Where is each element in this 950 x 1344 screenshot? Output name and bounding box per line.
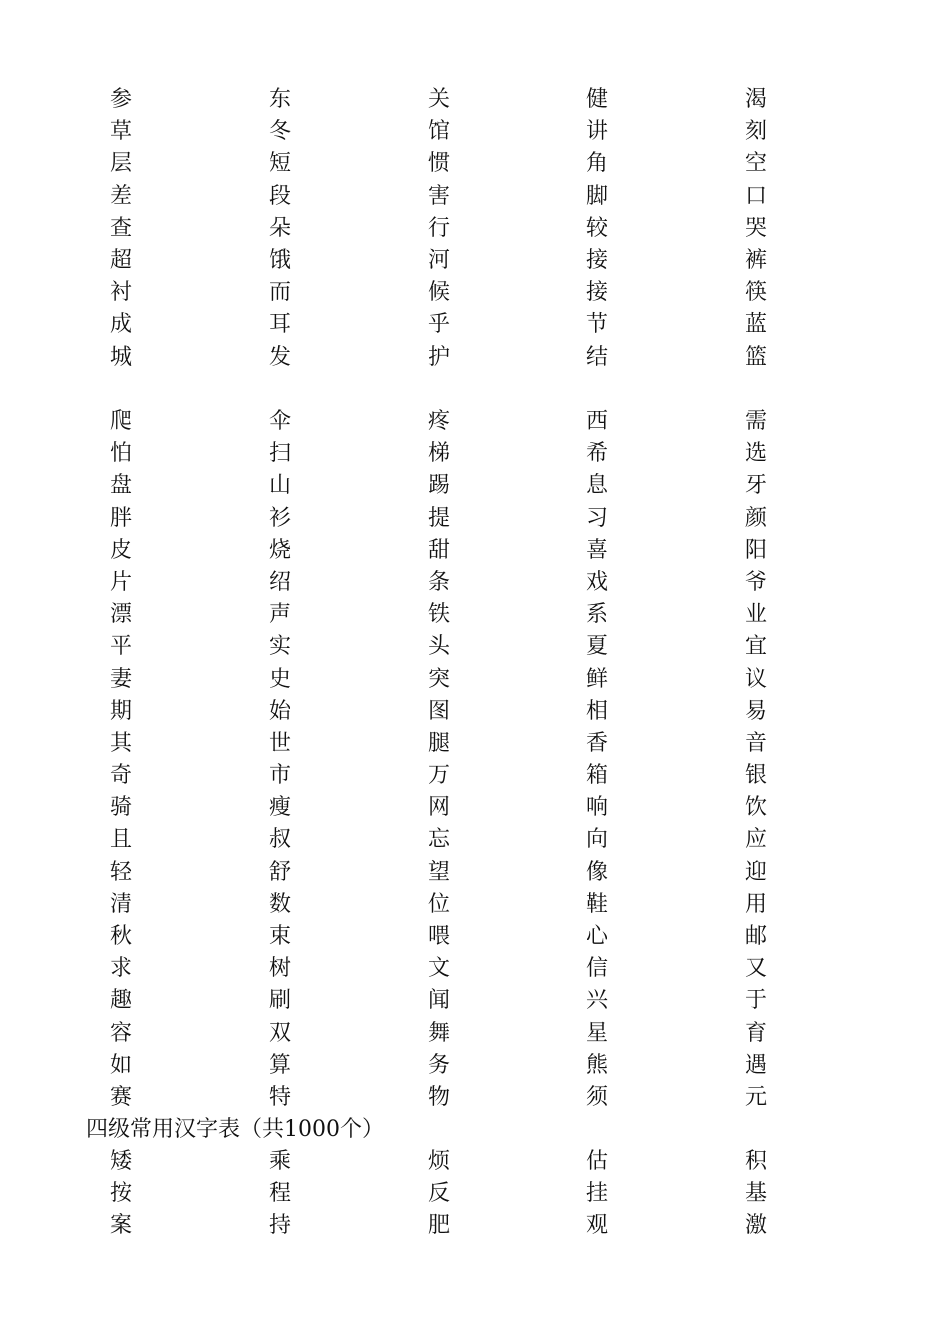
character-cell: 接 [586, 247, 609, 273]
table-row [0, 857, 950, 889]
character-cell: 胖 [110, 505, 133, 531]
character-cell: 音 [745, 730, 768, 756]
character-cell: 邮 [745, 924, 768, 949]
character-cell: 望 [428, 859, 451, 885]
character-cell: 忘 [428, 827, 451, 853]
character-cell: 网 [428, 795, 451, 821]
character-cell: 牙 [745, 473, 768, 499]
character-cell: 熊 [586, 1052, 609, 1078]
table-row [0, 889, 950, 921]
character-cell: 平 [110, 634, 133, 660]
character-cell: 突 [428, 666, 451, 692]
table-row [0, 1146, 950, 1178]
character-cell: 脚 [586, 183, 609, 209]
character-cell: 东 [269, 87, 292, 112]
character-cell: 节 [586, 312, 609, 338]
character-cell: 声 [269, 602, 292, 628]
character-cell: 心 [586, 924, 609, 949]
character-cell: 行 [428, 215, 451, 241]
character-cell: 清 [110, 891, 133, 917]
character-cell: 赛 [110, 1084, 133, 1110]
character-cell: 爷 [745, 569, 768, 595]
character-cell: 趣 [110, 988, 133, 1014]
character-cell: 成 [110, 312, 133, 338]
character-cell: 世 [269, 730, 292, 756]
table-row [0, 696, 950, 728]
character-cell: 骑 [110, 795, 133, 821]
table-row [0, 664, 950, 696]
character-cell: 容 [110, 1020, 133, 1046]
character-cell: 束 [269, 924, 292, 949]
table-row [0, 535, 950, 567]
character-cell: 颜 [745, 505, 768, 531]
character-cell: 如 [110, 1052, 133, 1078]
character-cell: 健 [586, 87, 609, 112]
character-cell: 史 [269, 666, 292, 692]
character-cell: 又 [745, 956, 768, 982]
character-cell: 相 [586, 698, 609, 724]
character-cell: 易 [745, 698, 768, 724]
character-cell: 草 [110, 119, 133, 145]
character-cell: 图 [428, 698, 451, 724]
character-cell: 查 [110, 215, 133, 241]
character-cell: 期 [110, 698, 133, 724]
character-cell: 轻 [110, 859, 133, 885]
table-row [0, 438, 950, 470]
character-cell: 条 [428, 569, 451, 595]
character-cell: 银 [745, 763, 768, 789]
character-cell: 河 [428, 247, 451, 273]
character-cell: 希 [586, 441, 609, 467]
character-cell: 持 [269, 1213, 292, 1239]
character-cell: 叔 [269, 827, 292, 853]
character-cell: 乎 [428, 312, 451, 338]
character-cell: 绍 [269, 569, 292, 595]
character-cell: 较 [586, 215, 609, 241]
character-cell: 市 [269, 763, 292, 789]
table-row [0, 181, 950, 213]
table-row [0, 84, 950, 116]
character-cell: 反 [428, 1181, 451, 1207]
character-cell: 息 [586, 473, 609, 499]
character-cell: 须 [586, 1084, 609, 1110]
character-cell: 渴 [745, 87, 768, 112]
character-cell: 害 [428, 183, 451, 209]
character-cell: 秋 [110, 924, 133, 949]
character-cell: 朵 [269, 215, 292, 241]
table-row [0, 728, 950, 760]
character-cell: 爬 [110, 409, 133, 434]
character-cell: 案 [110, 1213, 133, 1239]
character-cell: 接 [586, 280, 609, 306]
table-row [0, 277, 950, 309]
table-row [0, 213, 950, 245]
table-row [0, 503, 950, 535]
character-cell: 发 [269, 344, 292, 370]
character-cell: 向 [586, 827, 609, 853]
table-row [0, 1082, 950, 1114]
character-cell: 城 [110, 344, 133, 370]
character-cell: 系 [586, 602, 609, 628]
character-cell: 角 [586, 151, 609, 177]
character-cell: 烦 [428, 1149, 451, 1174]
table-row [0, 1050, 950, 1082]
character-cell: 空 [745, 151, 768, 177]
character-cell: 烧 [269, 537, 292, 563]
character-cell: 耳 [269, 312, 292, 338]
section-heading: 四级常用汉字表（共1000个） [86, 1117, 384, 1142]
character-cell: 算 [269, 1052, 292, 1078]
character-cell: 刷 [269, 988, 292, 1014]
character-cell: 业 [745, 602, 768, 628]
character-cell: 梯 [428, 441, 451, 467]
table-row [0, 309, 950, 341]
character-cell: 瘦 [269, 795, 292, 821]
table-row [0, 245, 950, 277]
character-cell: 激 [745, 1213, 768, 1239]
character-cell: 关 [428, 87, 451, 112]
character-cell: 文 [428, 956, 451, 982]
character-cell: 提 [428, 505, 451, 531]
character-cell: 筷 [745, 280, 768, 306]
character-cell: 惯 [428, 151, 451, 177]
character-cell: 短 [269, 151, 292, 177]
character-cell: 实 [269, 634, 292, 660]
character-cell: 妻 [110, 666, 133, 692]
character-cell: 漂 [110, 602, 133, 628]
character-cell: 西 [586, 409, 609, 434]
table-row [0, 342, 950, 374]
character-cell: 差 [110, 183, 133, 209]
character-cell: 片 [110, 569, 133, 595]
character-cell: 裤 [745, 247, 768, 273]
character-cell: 超 [110, 247, 133, 273]
character-cell: 宜 [745, 634, 768, 660]
table-row [0, 985, 950, 1017]
table-row [0, 1018, 950, 1050]
character-cell: 数 [269, 891, 292, 917]
character-cell: 迎 [745, 859, 768, 885]
character-cell: 参 [110, 87, 133, 112]
character-cell: 刻 [745, 119, 768, 145]
character-cell: 阳 [745, 537, 768, 563]
table-row [0, 406, 950, 438]
character-cell: 段 [269, 183, 292, 209]
table-row [0, 116, 950, 148]
character-cell: 怕 [110, 441, 133, 467]
character-cell: 而 [269, 280, 292, 306]
character-cell: 于 [745, 988, 768, 1014]
character-cell: 矮 [110, 1149, 133, 1174]
table-row [0, 148, 950, 180]
character-cell: 星 [586, 1020, 609, 1046]
character-cell: 需 [745, 409, 768, 434]
character-cell: 树 [269, 956, 292, 982]
table-row [0, 953, 950, 985]
character-cell: 戏 [586, 569, 609, 595]
character-table-block-3 [0, 1146, 950, 1243]
character-cell: 夏 [586, 634, 609, 660]
table-row [0, 470, 950, 502]
character-cell: 甜 [428, 537, 451, 563]
character-cell: 按 [110, 1181, 133, 1207]
character-cell: 始 [269, 698, 292, 724]
character-cell: 像 [586, 859, 609, 885]
character-cell: 疼 [428, 409, 451, 434]
character-cell: 乘 [269, 1149, 292, 1174]
character-cell: 响 [586, 795, 609, 821]
character-cell: 冬 [269, 119, 292, 145]
character-cell: 求 [110, 956, 133, 982]
character-cell: 饿 [269, 247, 292, 273]
character-cell: 候 [428, 280, 451, 306]
character-cell: 信 [586, 956, 609, 982]
character-cell: 蓝 [745, 312, 768, 338]
character-cell: 喜 [586, 537, 609, 563]
character-cell: 且 [110, 827, 133, 853]
character-cell: 舞 [428, 1020, 451, 1046]
character-cell: 香 [586, 730, 609, 756]
character-cell: 基 [745, 1181, 768, 1207]
character-cell: 结 [586, 344, 609, 370]
character-cell: 双 [269, 1020, 292, 1046]
table-row [0, 921, 950, 953]
character-cell: 物 [428, 1084, 451, 1110]
character-cell: 估 [586, 1149, 609, 1174]
character-cell: 元 [745, 1084, 768, 1110]
character-cell: 伞 [269, 409, 292, 434]
character-table-block-1 [0, 84, 950, 374]
character-cell: 鲜 [586, 666, 609, 692]
character-cell: 篮 [745, 344, 768, 370]
character-cell: 衬 [110, 280, 133, 306]
table-row [0, 1178, 950, 1210]
character-cell: 闻 [428, 988, 451, 1014]
character-cell: 哭 [745, 215, 768, 241]
character-cell: 兴 [586, 988, 609, 1014]
character-cell: 踢 [428, 473, 451, 499]
character-cell: 观 [586, 1213, 609, 1239]
character-cell: 位 [428, 891, 451, 917]
character-table-block-2 [0, 406, 950, 1114]
table-row [0, 760, 950, 792]
character-cell: 用 [745, 891, 768, 917]
character-cell: 层 [110, 151, 133, 177]
character-cell: 肥 [428, 1213, 451, 1239]
character-cell: 鞋 [586, 891, 609, 917]
character-cell: 务 [428, 1052, 451, 1078]
table-row [0, 792, 950, 824]
character-cell: 挂 [586, 1181, 609, 1207]
character-cell: 饮 [745, 795, 768, 821]
character-cell: 护 [428, 344, 451, 370]
table-row [0, 1210, 950, 1242]
character-cell: 头 [428, 634, 451, 660]
character-cell: 衫 [269, 505, 292, 531]
character-cell: 盘 [110, 473, 133, 499]
character-cell: 口 [745, 183, 768, 209]
character-cell: 育 [745, 1020, 768, 1046]
character-cell: 腿 [428, 730, 451, 756]
character-cell: 喂 [428, 924, 451, 949]
character-cell: 积 [745, 1149, 768, 1174]
table-row [0, 824, 950, 856]
character-cell: 馆 [428, 119, 451, 145]
character-cell: 其 [110, 730, 133, 756]
character-cell: 铁 [428, 602, 451, 628]
table-row [0, 567, 950, 599]
character-cell: 特 [269, 1084, 292, 1110]
character-cell: 讲 [586, 119, 609, 145]
character-cell: 选 [745, 441, 768, 467]
character-cell: 舒 [269, 859, 292, 885]
table-row [0, 631, 950, 663]
character-cell: 扫 [269, 441, 292, 467]
character-cell: 箱 [586, 763, 609, 789]
character-cell: 皮 [110, 537, 133, 563]
character-cell: 习 [586, 505, 609, 531]
character-cell: 遇 [745, 1052, 768, 1078]
character-cell: 山 [269, 473, 292, 499]
character-cell: 程 [269, 1181, 292, 1207]
character-cell: 应 [745, 827, 768, 853]
table-row [0, 599, 950, 631]
character-cell: 议 [745, 666, 768, 692]
character-cell: 万 [428, 763, 451, 789]
character-cell: 奇 [110, 763, 133, 789]
